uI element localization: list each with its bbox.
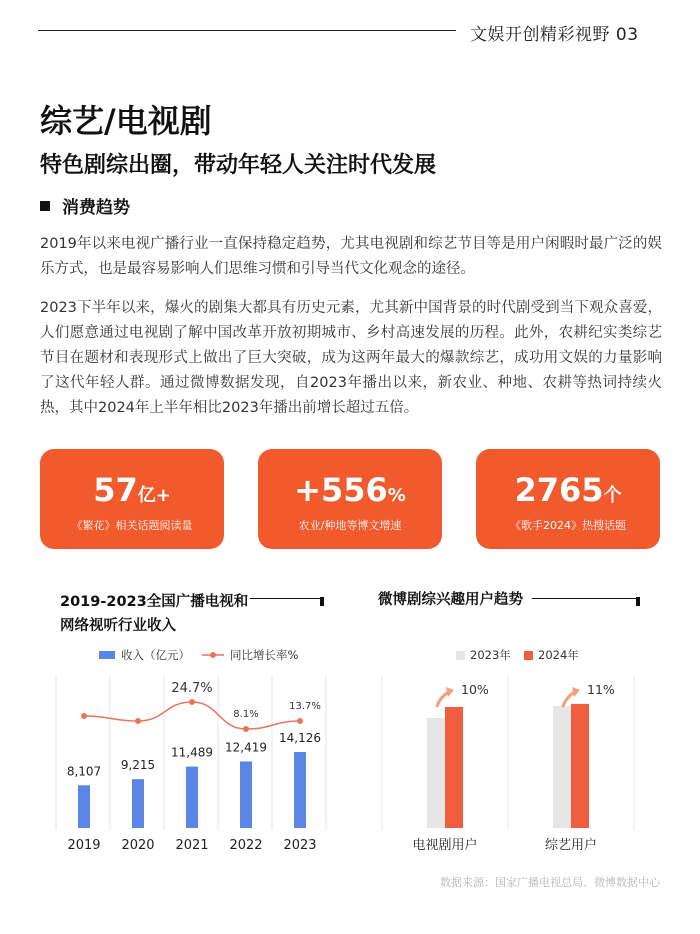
chart2-bar-2023 xyxy=(427,718,445,828)
chart1-bar xyxy=(186,767,198,828)
legend-marker-growth xyxy=(210,652,216,658)
chart1-bar-label: 8,107 xyxy=(66,764,102,779)
chart1-growth-label: 24.7% xyxy=(171,681,213,696)
chart1-bar-label: 14,126 xyxy=(279,731,321,745)
stat-value: 57亿+ xyxy=(93,471,171,509)
trend-arrowhead-icon xyxy=(572,687,580,697)
stat-label: 《繁花》相关话题阅读量 xyxy=(71,519,193,532)
chart1-growth-label: 8.1% xyxy=(233,709,259,720)
chart1-x-tick: 2019 xyxy=(67,838,101,853)
stat-label: 农业/种地等博文增速 xyxy=(298,519,402,532)
chart2-growth-label: 10% xyxy=(461,682,489,697)
legend-swatch-revenue xyxy=(99,651,115,659)
trend-arrowhead-icon xyxy=(446,687,454,697)
chart2-bar-2024 xyxy=(445,707,463,828)
chart1-x-tick: 2021 xyxy=(175,838,209,853)
chart2-x-tick: 电视剧用户 xyxy=(412,838,478,853)
legend-label-growth: 同比增长率% xyxy=(230,648,299,662)
chart1-bar-label: 11,489 xyxy=(171,745,213,760)
chart1-growth-line xyxy=(84,702,300,729)
chart1-growth-point xyxy=(135,718,141,724)
chart1-bar xyxy=(78,785,90,828)
chart1-growth-point xyxy=(81,713,87,719)
trend-arrow-icon xyxy=(437,692,449,706)
paragraph-2: 2023下半年以来，爆火的剧集大都具有历史元素，尤其新中国背景的时代剧受到当下观众喜爱，人们愿意通过电视剧了解中国改革开放初期城市、乡村高速发展的历程。此外，农耕纪实类综艺节目在题材和表现形式上做出了巨大突破，成为这两年最大的爆款综艺，成功用文娱的力量影响了这代年轻人群。通过微博数据发现，自2023年播出以来，新农业、种地、农耕等热词持续火热，其中2024年上半年相比2023年播出前增长超过五倍。 xyxy=(40,300,662,416)
chart2-bar-2023 xyxy=(553,706,571,828)
legend-label-2023: 2023年 xyxy=(470,648,511,662)
chart1-growth-point xyxy=(189,699,195,705)
chart1-x-tick: 2022 xyxy=(229,838,263,853)
data-source-note: 数据来源：国家广播电视总局、微博数据中心 xyxy=(440,876,660,889)
header-title: 文娱开创精彩视野 03 xyxy=(470,25,639,45)
legend-swatch-2024 xyxy=(524,651,533,660)
chart1-x-tick: 2023 xyxy=(283,838,317,853)
chart1-bar xyxy=(240,761,252,828)
section-heading-text: 消费趋势 xyxy=(62,198,130,218)
chart1-x-tick: 2020 xyxy=(121,838,155,853)
paragraph-1: 2019年以来电视广播行业一直保持稳定趋势，尤其电视剧和综艺节目等是用户闲暇时最广泛的娱乐方式，也是最容易影响人们思维习惯和引导当代文化观念的途径。 xyxy=(40,236,662,277)
chart2-x-tick: 综艺用户 xyxy=(544,838,598,853)
chart1-title: 2019-2023全国广播电视和 网络视听行业收入 xyxy=(60,594,249,634)
legend-swatch-2023 xyxy=(456,651,465,660)
page-title: 综艺/电视剧 xyxy=(40,102,212,140)
chart1-bar-label: 9,215 xyxy=(120,758,156,773)
chart1-bar-label: 12,419 xyxy=(225,740,267,755)
legend-label-revenue: 收入（亿元） xyxy=(121,648,190,662)
chart2-bar-2024 xyxy=(571,704,589,828)
stat-value: 2765个 xyxy=(514,471,622,509)
chart1-bar xyxy=(132,779,144,828)
chart1-growth-point xyxy=(243,726,249,732)
chart1-growth-point xyxy=(297,718,303,724)
chart1-growth-label: 13.7% xyxy=(289,701,321,712)
chart2-title: 微博剧综兴趣用户趋势 xyxy=(378,592,523,608)
stat-label: 《歌手2024》热搜话题 xyxy=(510,519,626,532)
page-subtitle: 特色剧综出圈，带动年轻人关注时代发展 xyxy=(40,153,437,178)
chart2-growth-label: 11% xyxy=(587,682,615,697)
stat-value: +556% xyxy=(294,471,406,509)
chart1-bar xyxy=(294,752,306,828)
legend-label-2024: 2024年 xyxy=(538,648,579,662)
